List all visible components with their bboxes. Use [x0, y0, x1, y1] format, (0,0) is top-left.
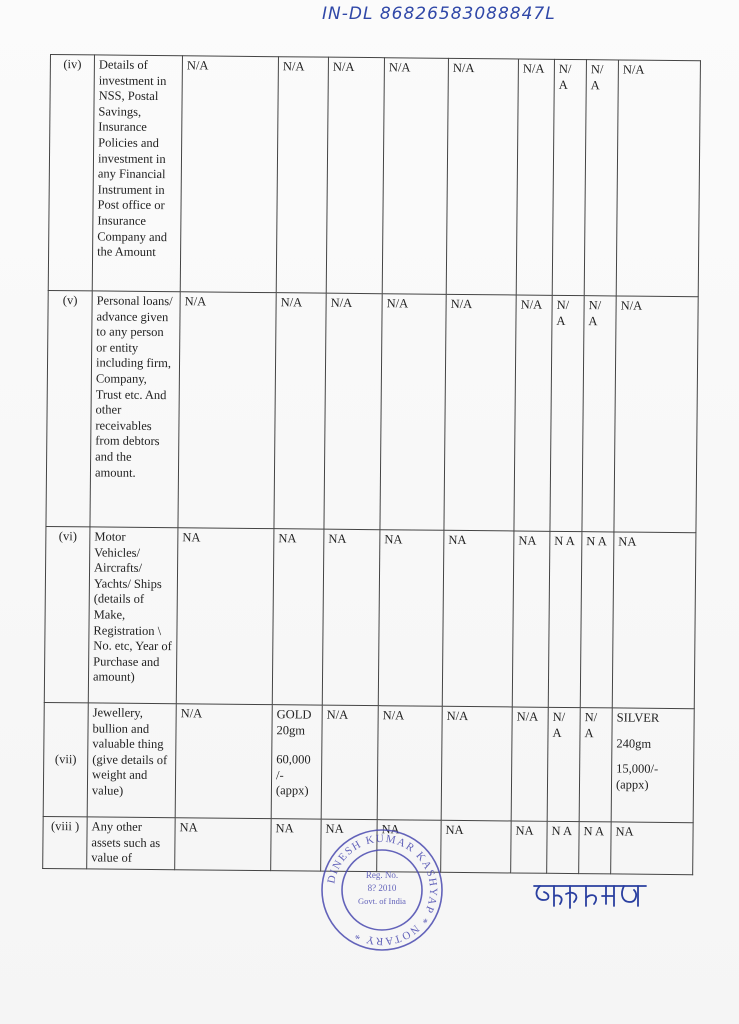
row-serial: (vii): [43, 702, 88, 816]
table-cell: NA: [175, 818, 271, 871]
table-cell: NA: [272, 529, 324, 705]
table-cell: N/ A: [582, 296, 616, 532]
stamp-reg-label: Reg. No.: [365, 870, 399, 880]
row-description: Personal loans/ advance given to any person or entity including firm, Company, Trust etc. And other receivables from debtors and the amount.: [90, 291, 180, 528]
table-cell: N/A: [382, 58, 448, 295]
silver-label: SILVER: [616, 710, 660, 725]
table-cell: NA: [378, 530, 444, 707]
table-cell: N/ A: [547, 707, 580, 821]
gold-cell: [271, 705, 322, 819]
table-cell: NA: [512, 531, 550, 707]
table-cell: NA: [271, 819, 321, 871]
table-cell: N/A: [380, 294, 446, 531]
table-cell: NA: [441, 820, 511, 872]
silver-weight: 240gm: [616, 736, 652, 751]
notary-stamp: [318, 826, 446, 954]
table-cell: NA: [321, 819, 377, 871]
table-cell: N/ A: [579, 708, 612, 822]
table-cell: N/A: [514, 295, 552, 531]
table-cell: N/A: [441, 706, 512, 821]
table-cell: NA: [612, 532, 696, 709]
table-row: [44, 526, 696, 708]
row-serial: (iv): [48, 55, 94, 291]
gold-label: GOLD: [276, 707, 312, 722]
row-description: Motor Vehicles/ Aircrafts/ Yachts/ Ships (details of Make, Registration \ No. etc, Year of Purchase and amount): [88, 527, 178, 704]
table-cell: N/A: [446, 58, 518, 295]
table-cell: N/A: [180, 56, 278, 293]
table-cell: N/A: [516, 59, 554, 295]
table-cell: N/ A: [550, 295, 584, 531]
table-cell: N/A: [175, 704, 272, 819]
table-cell: N/A: [321, 705, 378, 820]
signature: [530, 876, 650, 916]
row-serial: (vi): [44, 526, 90, 702]
assets-table: [42, 54, 701, 875]
table-cell: N/A: [326, 57, 384, 294]
row-description: Any other assets such as value of: [87, 817, 175, 870]
table-row: [48, 55, 700, 297]
table-cell: NA: [377, 820, 441, 872]
table-cell: NA: [442, 530, 514, 707]
table-cell: N/A: [616, 60, 700, 297]
gold-note: (appx): [275, 783, 309, 798]
row-description: Details of investment in NSS, Postal Savings, Insurance Policies and investment in any Financial Instrument in Post office or Insurance Company and the Amount: [92, 55, 182, 292]
gold-weight: 20gm: [276, 722, 306, 738]
row-description: Jewellery, bullion and valuable thing (give details of weight and value): [87, 703, 176, 818]
table-cell: N/A: [444, 294, 516, 531]
stamp-govt: Govt. of India: [358, 896, 406, 906]
table-cell: N/A: [377, 706, 442, 821]
table-cell: N/ A: [584, 60, 618, 296]
row-serial: (viii ): [43, 816, 87, 868]
table-cell: N/ A: [552, 59, 586, 295]
table-cell: N A: [580, 532, 614, 708]
table-cell: N A: [547, 821, 579, 873]
table-cell: N/A: [324, 293, 382, 530]
table-row: [43, 702, 694, 822]
table-cell: NA: [322, 529, 380, 706]
table-cell: NA: [611, 822, 693, 875]
table-cell: N/A: [511, 707, 548, 821]
table-row: [46, 290, 698, 532]
gold-value: 60,000 /-: [276, 752, 311, 783]
silver-value: 15,000/-: [616, 761, 659, 777]
silver-cell: [611, 708, 694, 823]
table-cell: N/A: [276, 57, 328, 293]
handwritten-stamp-code: IN-DL 86826583088847L: [322, 4, 556, 24]
table-cell: N/A: [614, 296, 698, 533]
row-serial: (v): [46, 290, 92, 526]
stamp-reg-number: 8? 2010: [367, 883, 397, 893]
table-cell: N/A: [274, 293, 326, 529]
table-cell: N A: [579, 822, 611, 874]
table-cell: NA: [176, 528, 274, 705]
table-cell: N A: [548, 531, 582, 707]
stamp-ring-text: DINESH KUMAR KASHYAP * NOTARY *: [325, 832, 440, 948]
table-cell: N/A: [178, 292, 276, 529]
table-cell: NA: [511, 821, 547, 873]
silver-note: (appx): [615, 777, 649, 792]
